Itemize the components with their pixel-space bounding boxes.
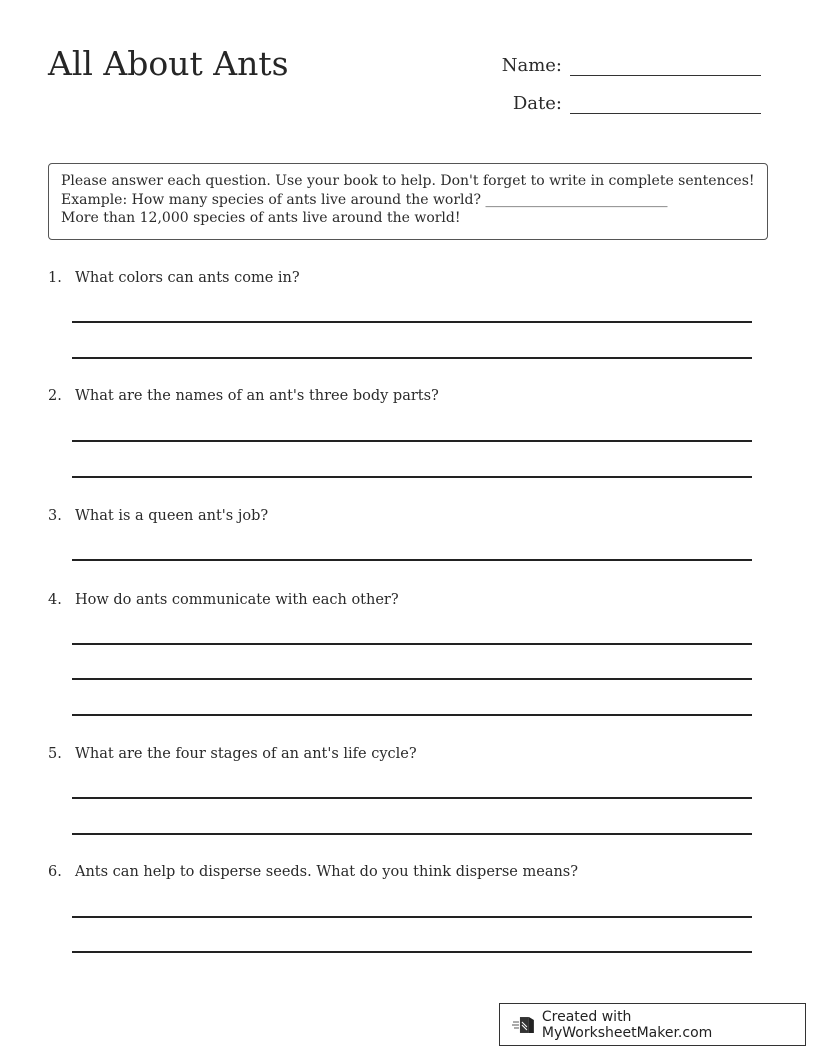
example-answer: More than 12,000 species of ants live around the world! (61, 210, 461, 226)
answer-line-1a[interactable] (72, 321, 752, 323)
question-text: What is a queen ant's job? (75, 508, 269, 524)
instructions-text: Please answer each question. Use your book to help. Don't forget to write in complete sentences! (61, 173, 755, 189)
date-label: Date: (512, 93, 562, 114)
answer-line-5b[interactable] (72, 833, 752, 835)
answer-line-2b[interactable] (72, 476, 752, 478)
instructions-box (48, 163, 768, 240)
question-text: What colors can ants come in? (75, 270, 300, 286)
question-5 (48, 746, 417, 762)
question-text: What are the four stages of an ant's life cycle? (75, 746, 417, 762)
question-3 (48, 508, 268, 524)
question-text: Ants can help to disperse seeds. What do you think disperse means? (75, 864, 579, 880)
answer-line-4c[interactable] (72, 714, 752, 716)
name-field (492, 54, 761, 76)
answer-line-3a[interactable] (72, 559, 752, 561)
answer-line-6a[interactable] (72, 916, 752, 918)
question-2 (48, 388, 439, 404)
answer-line-6b[interactable] (72, 951, 752, 953)
question-text: How do ants communicate with each other? (75, 592, 399, 608)
question-number: 5. (48, 746, 62, 762)
answer-line-4a[interactable] (72, 643, 752, 645)
date-input-line[interactable] (570, 92, 761, 114)
worksheet-maker-logo-icon (512, 1014, 536, 1036)
answer-line-1b[interactable] (72, 357, 752, 359)
created-with-badge[interactable] (499, 1003, 806, 1046)
question-text: What are the names of an ant's three body parts? (75, 388, 439, 404)
answer-line-2a[interactable] (72, 440, 752, 442)
example-question: Example: How many species of ants live around the world? __________________________ (61, 191, 668, 208)
footer-text: Created with MyWorksheetMaker.com (541, 1008, 713, 1041)
question-number: 1. (48, 270, 62, 286)
question-6 (48, 864, 578, 880)
name-label: Name: (501, 55, 562, 76)
answer-line-5a[interactable] (72, 797, 752, 799)
answer-line-4b[interactable] (72, 678, 752, 680)
question-number: 6. (48, 864, 62, 880)
question-number: 3. (48, 508, 62, 524)
date-field (492, 92, 761, 114)
name-input-line[interactable] (570, 54, 761, 76)
question-1 (48, 270, 300, 286)
question-number: 2. (48, 388, 62, 404)
question-4 (48, 592, 399, 608)
worksheet-title: All About Ants (48, 44, 289, 83)
question-number: 4. (48, 592, 62, 608)
